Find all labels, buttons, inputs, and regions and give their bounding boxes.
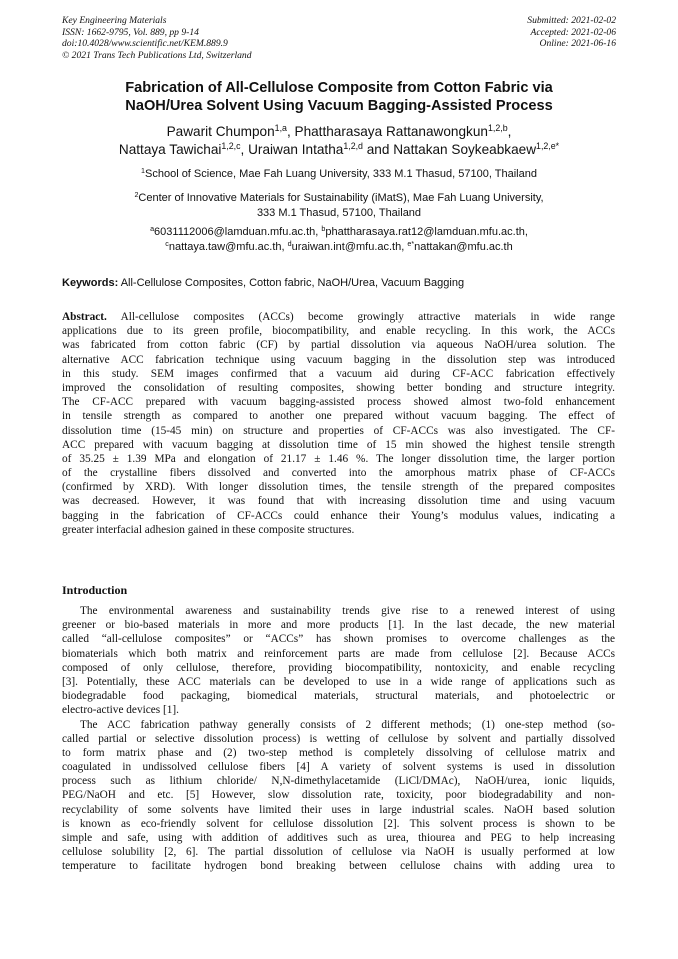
email-sup: d [287,239,292,248]
accepted-date: Accepted: 2021-02-06 [530,26,616,38]
text-line: The ACC fabrication pathway generally consists of 2 different methods; (1) one-step method (so- [80,718,615,731]
abstract-label: Abstract. [62,311,107,323]
text-line: bagging in the fabrication of CF-ACCs could enhance their Young’s modulus values, indicating a [62,509,615,522]
email-sup: b [321,225,326,234]
affil-text: Center of Innovative Materials for Sustainability (iMatS), Mae Fah Luang University, [138,192,544,204]
author-name: Phattharasaya Rattanawongkun [294,124,488,139]
text-line: The environmental awareness and sustainability trends give rise to a renewed interest of using [80,605,615,617]
email-link: nattakan@mfu.ac.th [414,240,513,253]
text-line: is known as eco-friendly solvent for cellulose dissolution [2]. This solvent process is shown to be [62,817,615,830]
keywords-text: All-Cellulose Composites, Cotton fabric, NaOH/Urea, Vacuum Bagging [118,277,465,289]
online-date: Online: 2021-06-16 [539,38,616,50]
author-name: Nattakan Soykeabkaew [393,142,537,157]
text-line: called “all-cellulose composites” or “ACCs” has shown promises to overcome challenges as the [62,633,615,646]
text-line: greater interfacial adhesion gained in these composite structures. [62,523,355,536]
section-heading-introduction: Introduction [62,583,128,597]
author-list [50,123,628,159]
keywords-label: Keywords: [62,277,119,289]
author-name: Uraiwan Intatha [248,142,344,157]
affil-text: School of Science, Mae Fah Luang University, 333 M.1 Thasud, 57100, Thailand [145,168,537,180]
affil-number: 1 [141,167,145,176]
author-affil-sup: 1,2,b [487,123,508,134]
author-line-1 [50,123,628,141]
introduction-body [62,604,615,874]
text-line: improved the consolidation of resulting composites, showing better bonding and structure integrity. [62,381,615,394]
text-line: composed of only cellulose, therefore, providing biocompatibility, nontoxicity, and enable recycling [62,661,615,674]
text-line: of the crystalline fibers dissolved and converted into the amorphous matrix phase of CF-ACCs [62,467,615,480]
text-line: applications due to its green profile, biocompatibility, and enable recycling. In this work, the ACCs [62,325,615,338]
text-line: in tensile strength as compared to another one prepared without vacuum bagging. The effect of [62,410,615,423]
text-line: of 35.25 ± 1.39 MPa and elongation of 21.17 ± 1.46 %. The longer dissolution time, the larger portion [62,452,615,465]
author-name: Nattaya Tawichai [118,142,222,157]
author-name: Pawarit Chumpon [166,124,275,139]
text-line: called partial or selective dissolution process) is wetting of cellulose by solvent and partially dissolved [62,732,615,745]
text-line: [3]. Potentially, these ACC materials can be developed to use in a wide range of applications such as [62,675,615,688]
email-link: uraiwan.int@mfu.ac.th, [291,240,408,253]
author-affil-sup: 1,2,e* [536,141,560,152]
text-line: to form matrix phase and (2) two-step method is completely dissolving of cellulose matrix and [62,746,615,759]
email-sup: c [165,239,169,248]
text-line: dissolution time (15-45 min) on structure and properties of CF-ACCs was also investigated. The CF- [62,424,615,437]
email-block [62,225,616,254]
author-separator: , [507,124,512,139]
journal-header [62,15,252,61]
abstract-line [62,310,615,324]
affiliation-2 [62,191,616,220]
affil-number: 2 [134,191,139,200]
doi-line: doi:10.4028/www.scientific.net/KEM.889.9 [62,38,228,50]
text-line: electro-active devices [1]. [62,704,179,717]
email-sup: e* [407,239,415,248]
title-line-2: NaOH/Urea Solvent Using Vacuum Bagging-Assisted Process [125,98,553,114]
paper-title [62,79,616,115]
text-line: in this study. SEM images confirmed that a vacuum aid during CF-ACC fabrication effectively [62,367,615,380]
author-line-2 [50,141,628,159]
text-line: biodegradable food packaging, biomedical materials, structural materials, and photoelectric or [62,690,615,703]
journal-name: Key Engineering Materials [62,15,167,26]
intro-paragraph-1 [62,604,615,718]
dates-header [527,15,616,50]
abstract-lines [62,324,615,537]
text-line: process such as lithium chloride/ N,N-dimethylacetamide (LiCl/DMAc), NaOH/urea, ionic liquids, [62,775,615,788]
email-sup: a [150,225,155,234]
text-line: The CF-ACC prepared with vacuum bagging-assisted process showed almost two-fold enhancement [62,396,615,409]
abstract [62,310,615,537]
author-affil-sup: 1,2,c [221,141,241,152]
issn-line: ISSN: 1662-9795, Vol. 889, pp 9-14 [62,26,199,38]
copyright-line: © 2021 Trans Tech Publications Ltd, Switzerland [62,49,252,61]
author-affil-sup: 1,a [274,123,287,134]
keywords [62,276,616,290]
affiliation-1 [62,167,616,182]
title-line-1: Fabrication of All-Cellulose Composite from Cotton Fabric via [125,80,553,96]
author-separator: , [240,142,249,157]
email-link: nattaya.taw@mfu.ac.th, [168,240,288,253]
email-link: 6031112006@lamduan.mfu.ac.th, [154,226,322,238]
author-conjunction: and [362,142,394,157]
text-line: cellulose solubility [2, 6]. The partial dissolution of cellulose via NaOH is usually performed at low [62,846,615,859]
text-line: PEG/NaOH and etc. [5] However, slow dissolution rate, toxicity, poor biodegradability and non- [62,789,615,802]
abstract-first-line: All-cellulose composites (ACCs) become growingly attractive materials in wide range [106,311,615,323]
text-line: (confirmed by XRD). With longer dissolution times, the tensile strength of the prepared composites [62,481,615,494]
text-line: simple and safe, using with addition of additives such as urea, thiourea and PEG to help increasing [62,832,615,844]
submitted-date: Submitted: 2021-02-02 [527,15,616,26]
author-affil-sup: 1,2,d [343,141,363,152]
text-line: alternative ACC fabrication technique using vacuum bagging in the dissolution step was introduced [62,353,615,366]
text-line: biomaterials which both matrix and reinforcement parts are made from cellulose [2]. Because ACCs [62,647,615,660]
text-line: temperature to facilitate hydrogen bond breaking between cellulose chains with adding urea to [62,860,615,873]
text-line: was decreased. However, it was found that with increasing dissolution time and using vacuum [62,495,615,508]
affil-text: 333 M.1 Thasud, 57100, Thailand [256,206,422,219]
text-line: was fabricated from cotton fabric (CF) by partial dissolution via aqueous NaOH/urea solution. The [62,339,615,352]
intro-paragraph-2 [62,718,615,874]
text-line: coagulated in undissolved cellulose fibers [4] A variety of solvent systems is used in dissolution [62,761,615,774]
text-line: greener or bio-based materials in more and more products [1]. In the last decade, the new material [62,619,615,632]
text-line: ACC prepared with vacuum bagging at dissolution time of 15 min showed the highest tensile strength [62,438,615,451]
author-separator: , [286,124,295,139]
text-line: recyclability of some solvents have limited their uses in large industrial scales. NaOH based solution [62,803,615,816]
email-link: phattharasaya.rat12@lamduan.mfu.ac.th, [325,226,528,238]
